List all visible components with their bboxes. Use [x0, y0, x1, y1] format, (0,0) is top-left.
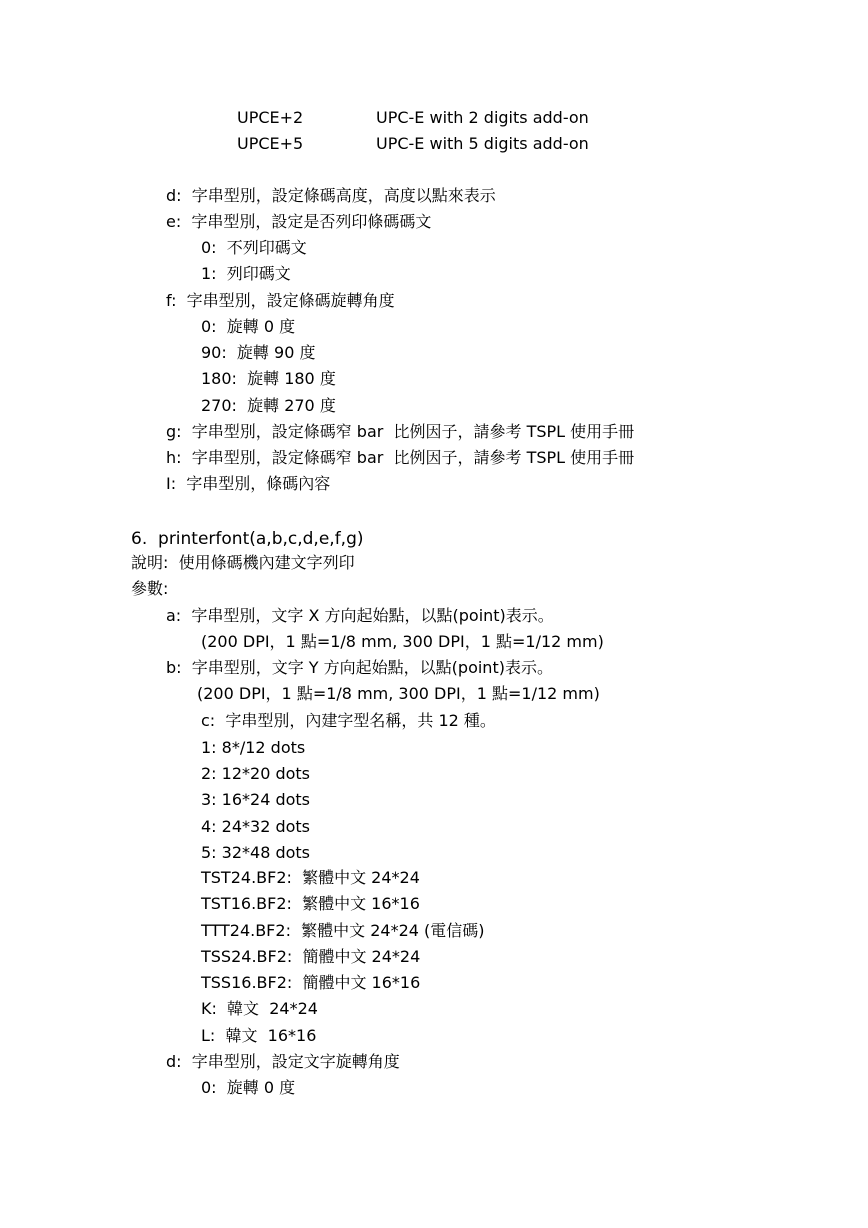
pf-param-d-opt0: 0: 旋轉 0 度 — [201, 1078, 296, 1097]
font-opt: TST24.BF2: 繁體中文 24*24 — [201, 868, 420, 887]
pf-param-b-note: (200 DPI，1 點=1/8 mm, 300 DPI，1 點=1/12 mm) — [197, 684, 600, 703]
font-opt: 1: 8*/12 dots — [201, 738, 306, 757]
upce2-desc: UPC-E with 2 digits add-on — [376, 108, 589, 127]
param-e: e: 字串型別，設定是否列印條碼碼文 — [166, 212, 432, 231]
pf-param-a: a: 字串型別，文字 X 方向起始點，以點(point)表示。 — [166, 606, 554, 625]
font-opt: TSS16.BF2: 簡體中文 16*16 — [201, 973, 421, 992]
param-f-opt0: 0: 旋轉 0 度 — [201, 317, 296, 336]
upce2-code: UPCE+2 — [237, 108, 304, 127]
pf-param-d: d: 字串型別，設定文字旋轉角度 — [166, 1052, 400, 1071]
font-opt: 4: 24*32 dots — [201, 817, 311, 836]
font-opt: L: 韓文 16*16 — [201, 1026, 317, 1045]
param-i: I: 字串型別，條碼內容 — [166, 474, 331, 493]
param-f-opt2: 180: 旋轉 180 度 — [201, 369, 336, 388]
param-f-opt3: 270: 旋轉 270 度 — [201, 396, 336, 415]
param-g: g: 字串型別，設定條碼窄 bar 比例因子，請參考 TSPL 使用手冊 — [166, 422, 635, 441]
pf-param-a-note: (200 DPI，1 點=1/8 mm, 300 DPI，1 點=1/12 mm) — [201, 632, 604, 651]
font-opt: 2: 12*20 dots — [201, 764, 311, 783]
param-e-opt1: 1: 列印碼文 — [201, 264, 291, 283]
param-f: f: 字串型別，設定條碼旋轉角度 — [166, 291, 395, 310]
font-opt: 3: 16*24 dots — [201, 790, 311, 809]
font-opt: TST16.BF2: 繁體中文 16*16 — [201, 894, 420, 913]
upce5-desc: UPC-E with 5 digits add-on — [376, 134, 589, 153]
font-opt: 5: 32*48 dots — [201, 843, 311, 862]
param-h: h: 字串型別，設定條碼窄 bar 比例因子，請參考 TSPL 使用手冊 — [166, 448, 635, 467]
font-opt: K: 韓文 24*24 — [201, 999, 318, 1018]
params-label: 參數: — [131, 579, 169, 598]
section-heading: 6. printerfont(a,b,c,d,e,f,g) — [131, 529, 364, 549]
param-f-opt1: 90: 旋轉 90 度 — [201, 343, 316, 362]
font-opt: TTT24.BF2: 繁體中文 24*24 (電信碼) — [201, 921, 485, 940]
pf-param-b: b: 字串型別，文字 Y 方向起始點，以點(point)表示。 — [166, 658, 553, 677]
font-opt: TSS24.BF2: 簡體中文 24*24 — [201, 947, 421, 966]
param-e-opt0: 0: 不列印碼文 — [201, 238, 307, 257]
pf-param-c: c: 字串型別，內建字型名稱，共 12 種。 — [201, 711, 496, 730]
section-description: 說明: 使用條碼機內建文字列印 — [131, 553, 355, 572]
param-d: d: 字串型別，設定條碼高度，高度以點來表示 — [166, 186, 496, 205]
upce5-code: UPCE+5 — [237, 134, 304, 153]
